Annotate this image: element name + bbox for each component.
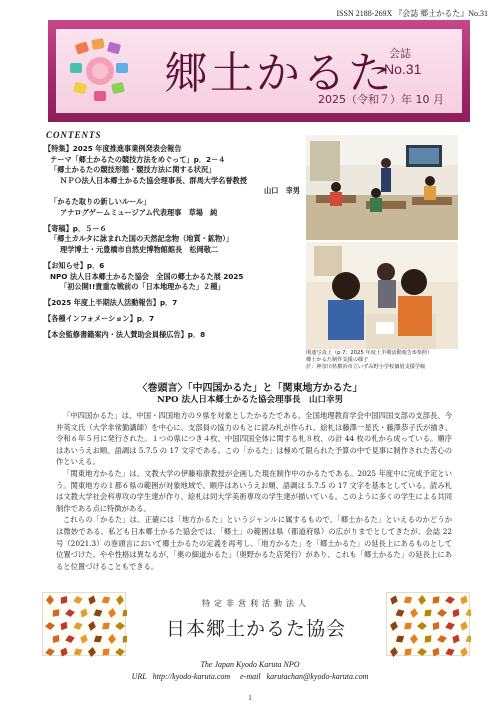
journal-label: 会誌 (389, 47, 411, 60)
masthead-inner (56, 29, 462, 113)
toc-section: 【各種インフォメーション】p．7 (44, 314, 155, 324)
photo-caption (306, 350, 466, 371)
toc-section: 【本会監修書籍案内・法人賛助会員様広告】p．8 (44, 330, 206, 340)
leaf-icon (402, 646, 415, 657)
toc-line: 「かるた取りの新しいルール」 (50, 196, 151, 206)
toc-line: 「郷土かるたの競技形態・競技方法に関する状況」 (50, 165, 216, 175)
classroom-photo (306, 135, 458, 240)
leaf-icon (444, 646, 456, 657)
npo-label: 特定非営利活動法人 (202, 599, 310, 608)
leaf-icon (44, 647, 55, 657)
toc-line: 「郷土カルタに詠まれた国の天然記念物（地質・鉱物）」 (50, 234, 233, 244)
organization-footer (42, 592, 470, 656)
masthead-banner (48, 20, 470, 122)
organization-name-english: The Japan Kyodo Karuta NPO (200, 660, 300, 669)
caption-line: 於：神奈川県横浜市立いずみ野小学校個別支援学級 (306, 364, 426, 370)
leaf-icon (115, 647, 126, 656)
toc-section: 【お知らせ】p．6 (44, 260, 105, 270)
magazine-title: 郷土かるた (164, 48, 394, 99)
article-paragraph: 「関東地方かるた」は、文教大学の伊藤裕康教授が企画した現在制作中のかるたである。2025 年度中に完成予定という。関東地方の１都６県の範囲が対象地域で、順序はあいうえお順、語調は 5.7.5 の 17 文字を基本としている。読み札は文教大学社会科専攻の学生達が作り、絵札は同大学美術専攻の学生達が描いている。このように多くの学生による共同制作である点に特徴がある。 (56, 468, 452, 513)
issn-line: ISSN 2188-269X 『会誌 郷土かるた』No.31 (336, 9, 488, 18)
article-paragraph: 「中四国かるた」は、中国・四国地方の９県を対象としたかるたである。全国地理教育学会中国四国支部の支部長、今井英文氏（大学非常勤講師）を中心に、支部員の協力のもとに読み札が作られ、絵札は藤澤一星氏・藤澤恭子氏が描き、令和６年５月に発行された。１つの県につき４枚、中国四国全体に関する札８枚、の計 44 枚の札から成っている。順序はあいうえお順、語調は 5.7.5 の 17 文字である。この「かるた」は極めて限られた予算の中で見事に制作された苦心の作といえる。 (56, 411, 452, 467)
leaf-icon (389, 646, 398, 657)
toc-line: ＮＰＯ法人日本郷土かるた協会理事長、群馬大学名誉教授 (60, 175, 247, 185)
leaf-icon (87, 646, 96, 657)
issue-date: 2025（令和７）年 10 月 (318, 93, 444, 106)
leaf-icon (58, 646, 69, 657)
article-paragraph: これらの「かるた」は、正確には「地方かるた」というジャンルに属するもので、「郷土かるた」といえるのかどうかは微妙である。私ども日本郷土かるた協会では、「郷土」の範囲は県（都道府県）の広がりまでとしてきたが、会誌 22 号（2021.3）の巻頭言において郷土かるたの定義を再考し、「地方かるた」を「郷土かるた」の延長上にあるものとして位置づけた。やや性格は異なるが、「奥の細道かるた」（奥野かるた店発行）があり、これも「郷土かるた」の延長上にあると位置づけることもできる。 (56, 515, 452, 571)
leaf-icon (100, 646, 113, 657)
contact-info: URL http://kyodo-karuta.com e-mail karutachan@kyodo-karuta.com (131, 672, 369, 681)
toc-line: アナログゲームミュージアム代表理事 草場 純 (60, 207, 218, 217)
toc-line: 理学博士・元豊橋市自然史博物館館長 松岡敬二 (60, 244, 219, 254)
toc-line: テーマ「郷土かるたの競技方法をめぐって」p．2－４ (50, 154, 226, 164)
leaf-icon (459, 646, 469, 657)
article-title: 〈巻頭言〉「中四国かるた」と「関東地方かるた」 (137, 383, 363, 394)
toc-line: 「初公開!!貴重な戦前の「日本地理かるた」２種」 (60, 282, 225, 292)
leaf-icon (72, 646, 85, 657)
contents-heading: CONTENTS (46, 130, 102, 140)
table-of-contents (44, 144, 306, 341)
article-author: NPO 法人日本郷土かるた協会理事長 山口幸男 (156, 395, 344, 405)
toc-section: 【2025 年度上半期法人活動報告】p．7 (44, 298, 178, 308)
leaf-icon (417, 647, 428, 656)
article-body (56, 410, 452, 572)
karuta-workshop-photo (306, 242, 458, 349)
karuta-cards-logo-icon (68, 35, 132, 105)
organization-name: 日本郷土かるた協会 (165, 618, 346, 640)
toc-line: NPO 法人日本郷土かるた協会 全国の郷土かるた展 2025 (50, 271, 244, 281)
leaf-icon (430, 646, 442, 657)
caption-line: 郷土かるた制作支援の様子 (306, 357, 369, 363)
caption-line: 関連写真上（p.7；2025 年度上半期活動報告⑤参照） (306, 350, 433, 356)
toc-line: 山口 幸男 (264, 186, 300, 196)
toc-section: 【寄稿】p．５－６ (44, 223, 107, 233)
issue-number: No.31 (384, 61, 422, 77)
page-number: 1 (248, 694, 252, 702)
toc-section: 【特集】2025 年度推進事業例発表会報告 (44, 144, 182, 153)
